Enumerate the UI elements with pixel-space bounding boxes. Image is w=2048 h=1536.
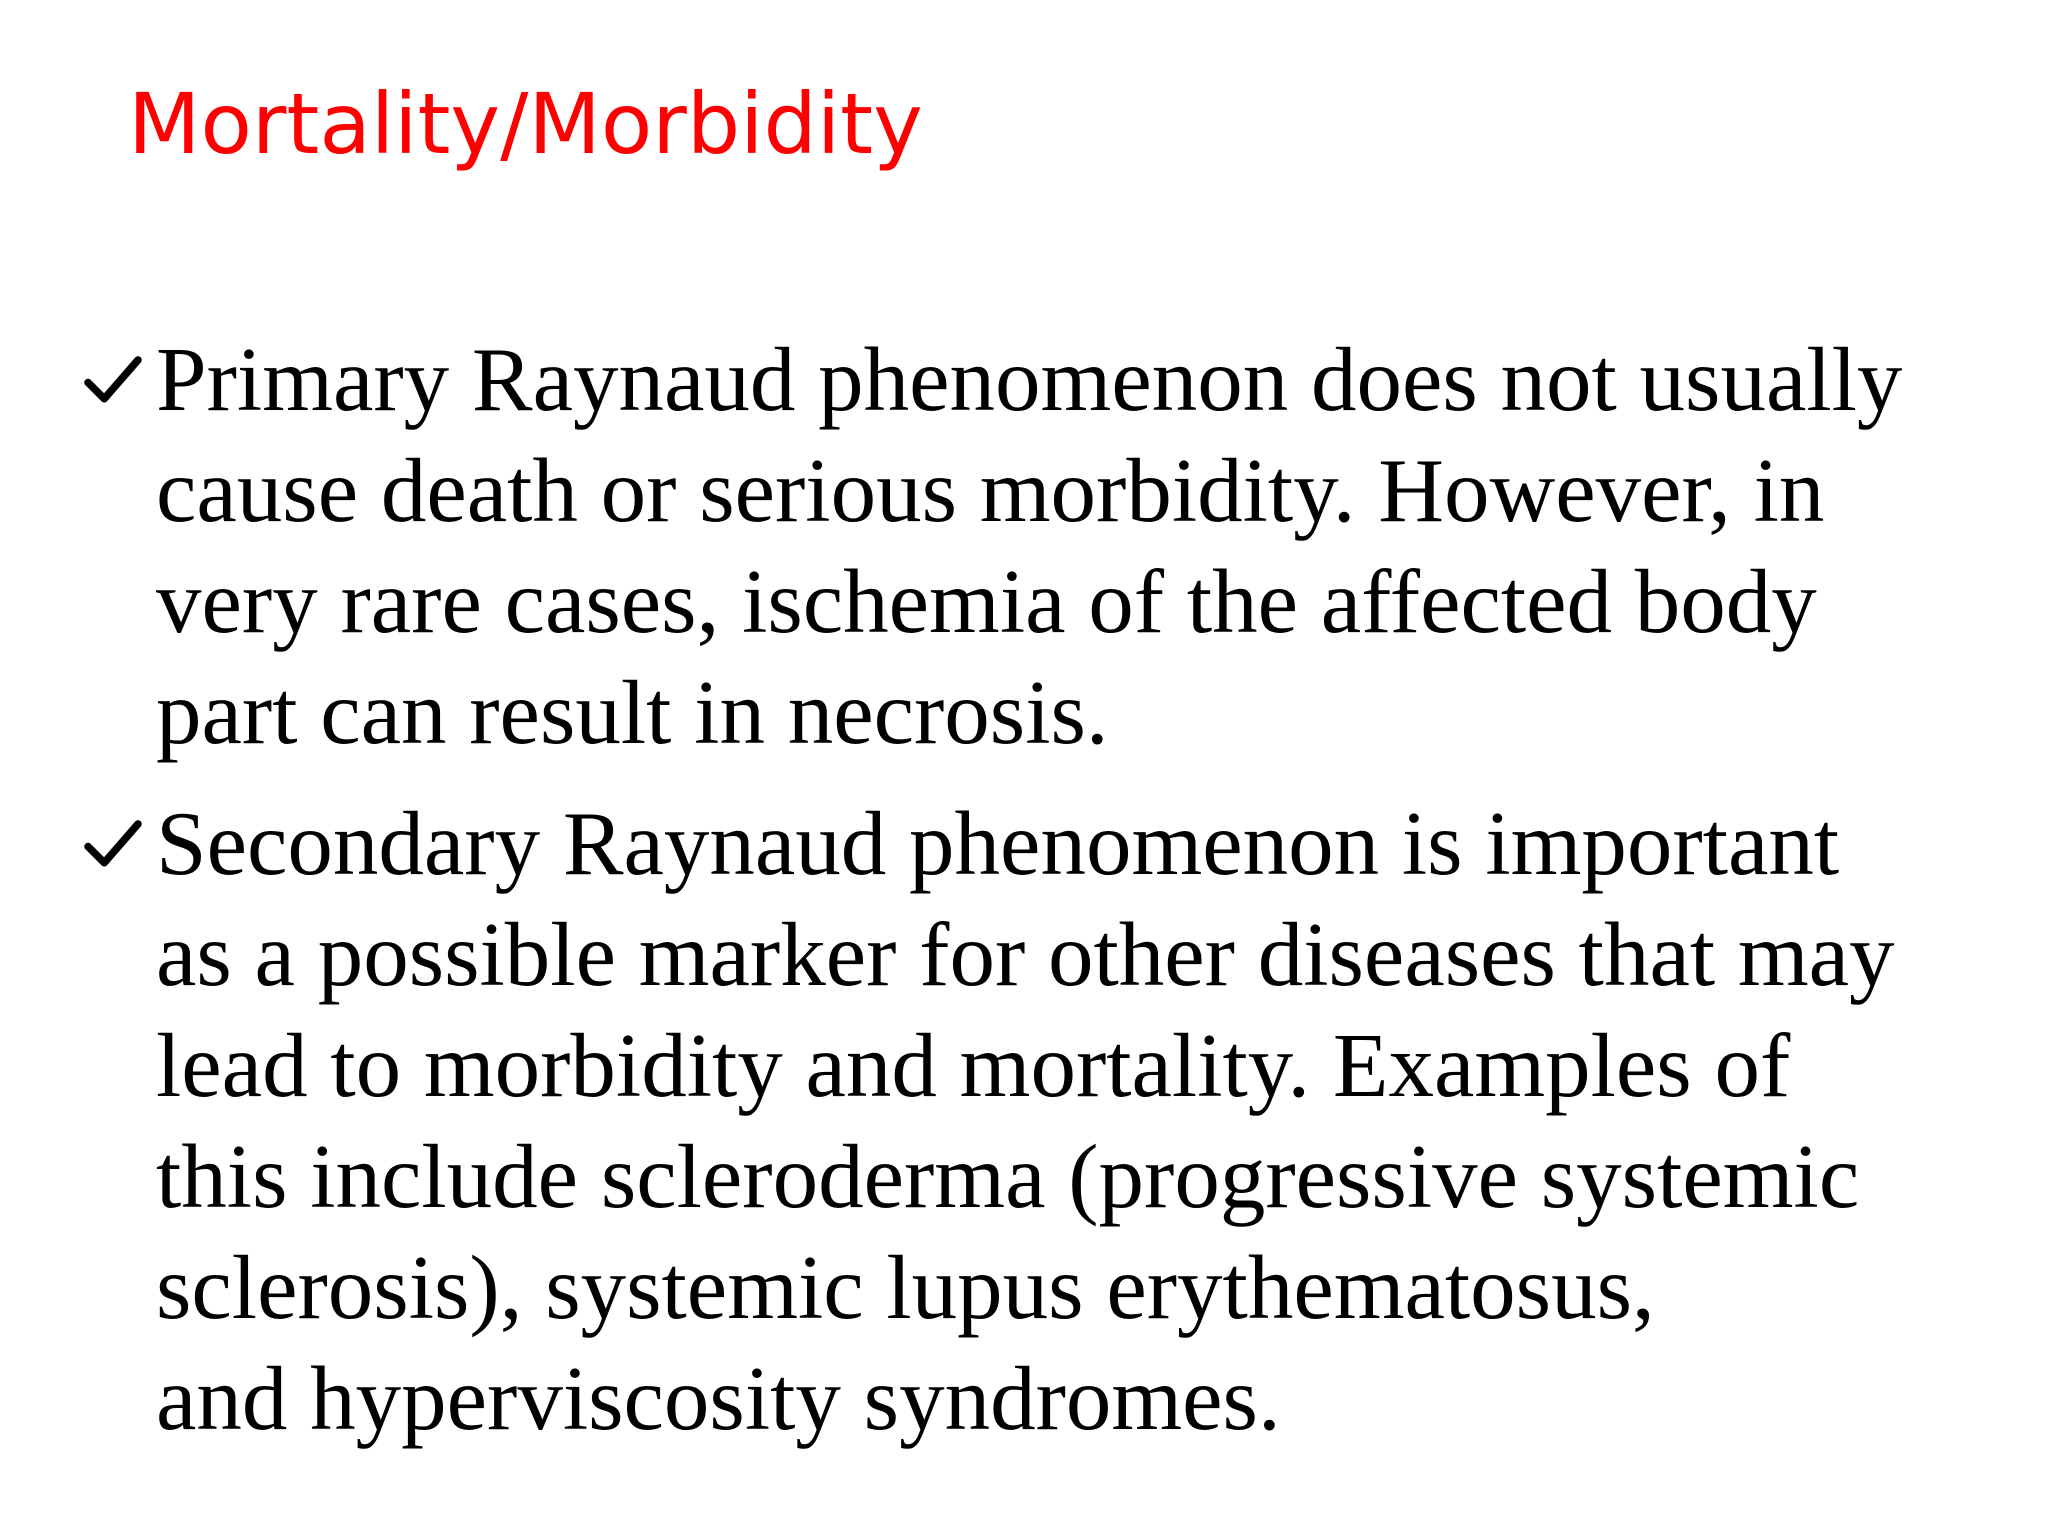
bullet-line: lead to morbidity and mortality. Examples of bbox=[156, 1015, 1791, 1116]
bullet-line: and hyperviscosity syndromes. bbox=[156, 1348, 1281, 1449]
bullet-line: very rare cases, ischemia of the affected body bbox=[156, 551, 1817, 652]
bullet-line: Primary Raynaud phenomenon does not usually bbox=[156, 329, 1903, 430]
bullet-line: part can result in necrosis. bbox=[156, 662, 1109, 763]
checkmark-icon bbox=[78, 324, 148, 435]
bullet-list bbox=[78, 324, 1978, 1474]
bullet-line: sclerosis), systemic lupus erythematosus, bbox=[156, 1237, 1655, 1338]
bullet-line: cause death or serious morbidity. However, in bbox=[156, 440, 1825, 541]
bullet-item-primary bbox=[78, 324, 1978, 768]
bullet-item-secondary bbox=[78, 788, 1978, 1454]
bullet-line: this include scleroderma (progressive systemic bbox=[156, 1126, 1860, 1227]
checkmark-icon bbox=[78, 788, 148, 899]
slide-title: Mortality/Morbidity bbox=[128, 75, 923, 173]
bullet-line: Secondary Raynaud phenomenon is important bbox=[156, 793, 1840, 894]
bullet-line: as a possible marker for other diseases that may bbox=[156, 904, 1895, 1005]
